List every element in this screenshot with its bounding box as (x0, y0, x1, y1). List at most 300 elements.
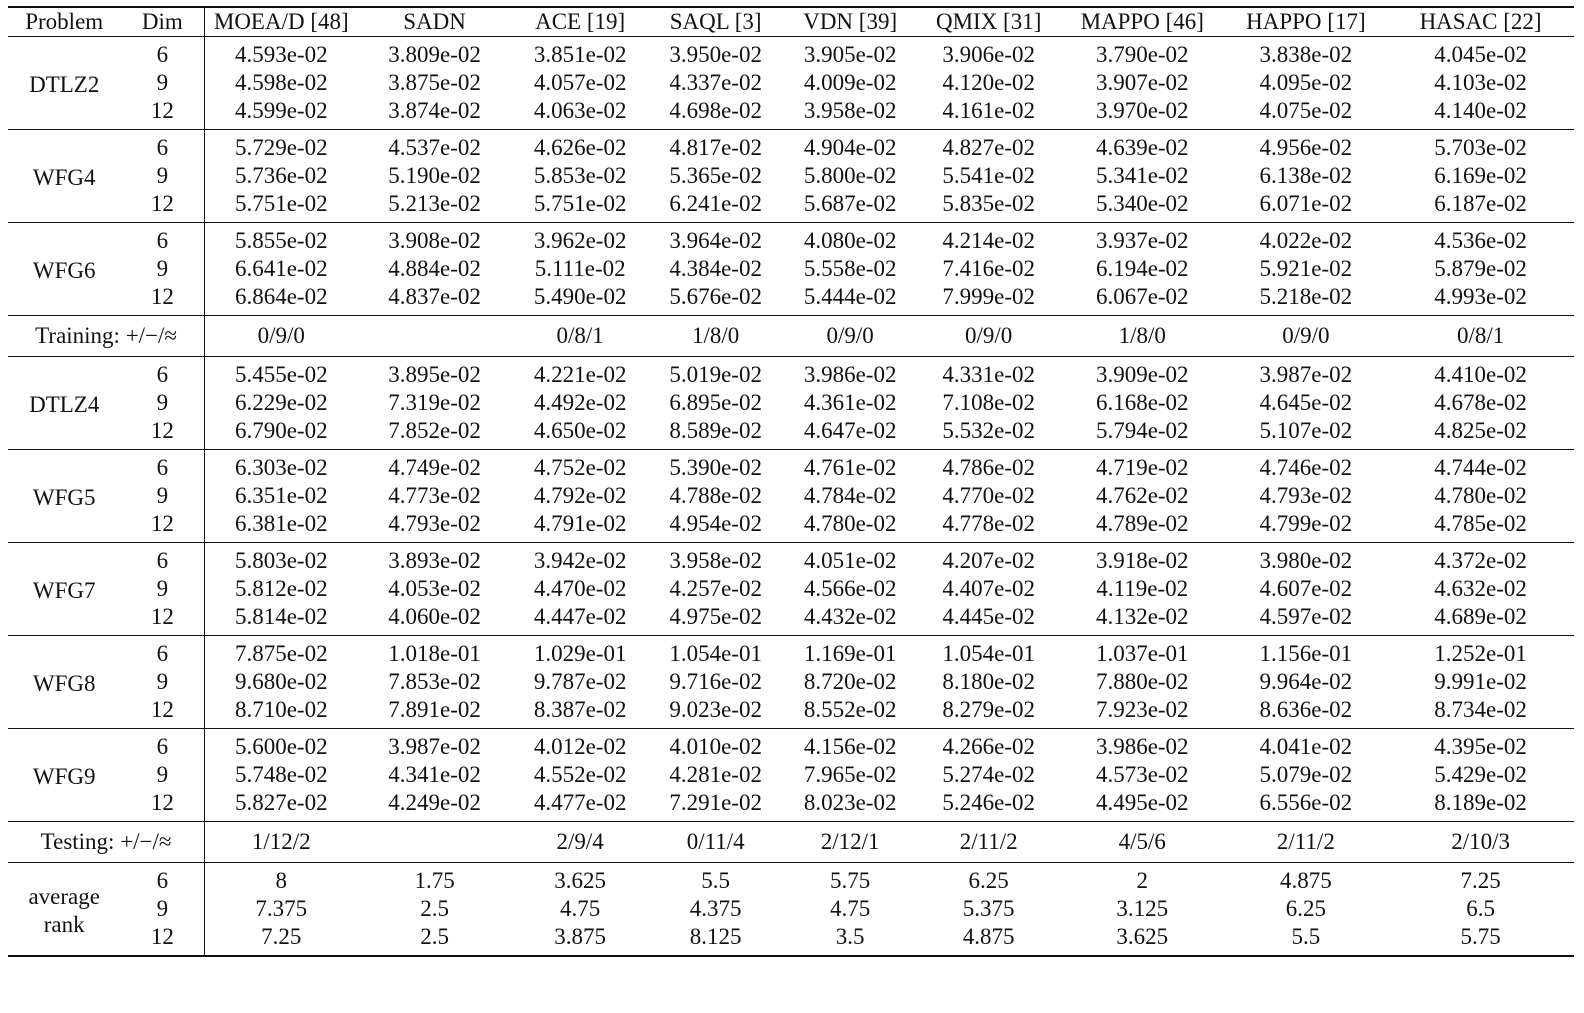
value-cell: 3.987e-02 (388, 734, 481, 759)
value-cell: 4.791e-02 (533, 511, 627, 536)
summary-value: 1/8/0 (1118, 323, 1166, 348)
value-cell: 4.645e-02 (1259, 390, 1353, 415)
value-cell: 4.477e-02 (533, 790, 627, 815)
value-cell: 4.762e-02 (1095, 483, 1189, 508)
value-cell: 4.012e-02 (533, 734, 627, 759)
dim-cell: 9 (156, 576, 169, 601)
value-cell: 4.770e-02 (942, 483, 1035, 508)
value-cell: 4.009e-02 (803, 70, 897, 95)
value-cell: 3.987e-02 (1259, 362, 1353, 387)
value-cell: 3.986e-02 (1095, 734, 1189, 759)
value-cell: 4.266e-02 (942, 734, 1035, 759)
value-cell: 5.532e-02 (942, 418, 1035, 443)
value-cell: 6.641e-02 (205, 255, 358, 283)
value-cell: 4.761e-02 (803, 455, 897, 480)
summary-value: 2/11/2 (959, 829, 1018, 854)
value-cell: 4.410e-02 (1434, 362, 1527, 387)
table-row (8, 37, 1574, 70)
table-row (8, 97, 1574, 130)
dim-cell: 12 (150, 697, 174, 722)
dim-cell: 12 (150, 790, 174, 815)
table-row (8, 283, 1574, 316)
value-cell: 5.365e-02 (669, 163, 762, 188)
value-cell: 4.214e-02 (942, 228, 1035, 253)
summary-value: 4/5/6 (1118, 829, 1166, 854)
value-cell: 7.416e-02 (942, 256, 1035, 281)
value-cell: 4.597e-02 (1259, 604, 1353, 629)
value-cell: 5.751e-02 (533, 191, 627, 216)
value-cell: 5.835e-02 (942, 191, 1035, 216)
summary-label: Testing: +/−/≈ (40, 829, 172, 854)
value-cell: 8.734e-02 (1434, 697, 1527, 722)
value-cell: 7.923e-02 (1095, 697, 1189, 722)
value-cell: 5.5 (701, 868, 731, 893)
value-cell: 4.063e-02 (533, 98, 627, 123)
value-cell: 3.790e-02 (1095, 42, 1189, 67)
value-cell: 5.855e-02 (205, 223, 358, 256)
value-cell: 5.375 (962, 896, 1015, 921)
value-cell: 5.729e-02 (205, 130, 358, 163)
value-cell: 1.75 (414, 868, 455, 893)
value-cell: 4.993e-02 (1434, 284, 1527, 309)
value-cell: 4.789e-02 (1095, 511, 1189, 536)
value-cell: 4.607e-02 (1259, 576, 1353, 601)
dim-cell: 6 (156, 548, 169, 573)
value-cell: 4.749e-02 (388, 455, 481, 480)
value-cell: 4.647e-02 (803, 418, 897, 443)
value-cell: 4.599e-02 (205, 97, 358, 130)
value-cell: 4.698e-02 (669, 98, 762, 123)
table-row (8, 729, 1574, 762)
value-cell: 6.25 (968, 868, 1009, 893)
value-cell: 1.169e-01 (803, 641, 897, 666)
value-cell: 8.180e-02 (942, 669, 1035, 694)
value-cell: 5.751e-02 (205, 190, 358, 223)
dim-cell: 12 (150, 924, 174, 949)
table-header (8, 7, 1574, 37)
value-cell: 4.780e-02 (1434, 483, 1527, 508)
dim-cell: 6 (156, 734, 169, 759)
value-cell: 4.552e-02 (533, 762, 627, 787)
table-row (8, 923, 1574, 956)
value-cell: 4.492e-02 (533, 390, 627, 415)
dim-cell: 12 (150, 191, 174, 216)
value-cell: 3.625 (1116, 924, 1169, 949)
column-header: HASAC [22] (1419, 9, 1542, 34)
dim-cell: 9 (156, 896, 169, 921)
value-cell: 6.067e-02 (1095, 284, 1189, 309)
summary-value: 2/9/4 (556, 829, 604, 854)
value-cell: 3.809e-02 (388, 42, 481, 67)
problem-label: WFG6 (32, 258, 96, 283)
value-cell: 4.593e-02 (205, 37, 358, 70)
table-row (8, 575, 1574, 603)
column-header: Dim (141, 9, 183, 34)
table-row (8, 190, 1574, 223)
value-cell: 5.490e-02 (533, 284, 627, 309)
value-cell: 5.274e-02 (942, 762, 1035, 787)
value-cell: 4.632e-02 (1434, 576, 1527, 601)
value-cell: 3.905e-02 (803, 42, 897, 67)
value-cell: 5.213e-02 (388, 191, 481, 216)
value-cell: 5.190e-02 (388, 163, 481, 188)
dim-cell: 6 (156, 641, 169, 666)
value-cell: 4.249e-02 (388, 790, 481, 815)
value-cell: 3.918e-02 (1095, 548, 1189, 573)
value-cell: 1.018e-01 (388, 641, 481, 666)
value-cell: 7.25 (205, 923, 358, 956)
table-body (8, 37, 1574, 957)
summary-label: Training: +/−/≈ (35, 323, 178, 348)
value-cell: 4.875 (1279, 868, 1332, 893)
value-cell: 3.851e-02 (533, 42, 627, 67)
dim-cell: 9 (156, 669, 169, 694)
value-cell: 3.5 (835, 924, 865, 949)
value-cell: 4.793e-02 (1259, 483, 1353, 508)
value-cell: 1.037e-01 (1095, 641, 1189, 666)
value-cell: 5.429e-02 (1434, 762, 1527, 787)
dim-cell: 6 (156, 228, 169, 253)
value-cell: 3.875e-02 (388, 70, 481, 95)
value-cell: 5.800e-02 (803, 163, 897, 188)
value-cell: 4.780e-02 (803, 511, 897, 536)
value-cell: 4.495e-02 (1095, 790, 1189, 815)
value-cell: 4.337e-02 (669, 70, 762, 95)
value-cell: 5.107e-02 (1259, 418, 1353, 443)
value-cell: 4.639e-02 (1095, 135, 1189, 160)
value-cell: 3.937e-02 (1095, 228, 1189, 253)
value-cell: 4.010e-02 (669, 734, 762, 759)
value-cell: 6.229e-02 (205, 389, 358, 417)
value-cell: 6.168e-02 (1095, 390, 1189, 415)
value-cell: 5.703e-02 (1434, 135, 1527, 160)
value-cell: 4.119e-02 (1096, 576, 1189, 601)
table-row (8, 668, 1574, 696)
value-cell: 8.279e-02 (942, 697, 1035, 722)
value-cell: 4.120e-02 (942, 70, 1035, 95)
value-cell: 8.636e-02 (1259, 697, 1353, 722)
value-cell: 4.689e-02 (1434, 604, 1527, 629)
summary-value: 0/9/0 (826, 323, 874, 348)
value-cell: 3.950e-02 (669, 42, 762, 67)
value-cell: 4.057e-02 (533, 70, 627, 95)
value-cell: 5.340e-02 (1095, 191, 1189, 216)
value-cell: 4.75 (560, 896, 601, 921)
value-cell: 8.589e-02 (669, 418, 762, 443)
value-cell: 8.387e-02 (533, 697, 627, 722)
value-cell: 4.752e-02 (533, 455, 627, 480)
value-cell: 4.799e-02 (1259, 511, 1353, 536)
table-row (8, 417, 1574, 450)
value-cell: 8.189e-02 (1434, 790, 1527, 815)
value-cell: 5.814e-02 (205, 603, 358, 636)
value-cell: 3.942e-02 (533, 548, 627, 573)
column-header: SAQL [3] (669, 9, 762, 34)
value-cell: 6.864e-02 (205, 283, 358, 316)
value-cell: 3.906e-02 (942, 42, 1035, 67)
problem-label: WFG8 (32, 671, 96, 696)
value-cell: 3.874e-02 (388, 98, 481, 123)
value-cell: 4.132e-02 (1095, 604, 1189, 629)
value-cell: 5.803e-02 (205, 543, 358, 576)
value-cell: 4.778e-02 (942, 511, 1035, 536)
column-header: Problem (25, 9, 104, 34)
value-cell: 5.444e-02 (803, 284, 897, 309)
dim-cell: 9 (156, 390, 169, 415)
value-cell: 9.680e-02 (205, 668, 358, 696)
value-cell: 4.785e-02 (1434, 511, 1527, 536)
value-cell: 4.837e-02 (388, 284, 481, 309)
value-cell: 6.381e-02 (205, 510, 358, 543)
value-cell: 7.375 (205, 895, 358, 923)
value-cell: 3.986e-02 (803, 362, 897, 387)
summary-value: 0/9/0 (205, 316, 358, 357)
summary-value: 2/10/3 (1451, 829, 1510, 854)
value-cell: 7.319e-02 (388, 390, 481, 415)
problem-label: WFG5 (32, 485, 96, 510)
dim-cell: 9 (156, 163, 169, 188)
value-cell: 4.341e-02 (388, 762, 481, 787)
table-row (8, 543, 1574, 576)
column-header: VDN [39] (803, 9, 898, 34)
table-row (8, 761, 1574, 789)
problem-label: DTLZ2 (29, 72, 100, 97)
value-cell: 5.853e-02 (533, 163, 627, 188)
problem-label: WFG9 (32, 764, 96, 789)
value-cell: 4.536e-02 (1434, 228, 1527, 253)
value-cell: 5.748e-02 (205, 761, 358, 789)
value-cell: 6.25 (1285, 896, 1326, 921)
value-cell: 5.812e-02 (205, 575, 358, 603)
value-cell: 4.447e-02 (533, 604, 627, 629)
value-cell: 1.156e-01 (1259, 641, 1353, 666)
value-cell: 9.787e-02 (533, 669, 627, 694)
value-cell: 9.964e-02 (1259, 669, 1353, 694)
value-cell: 9.023e-02 (669, 697, 762, 722)
value-cell: 8.125 (689, 924, 742, 949)
table-row (8, 162, 1574, 190)
summary-value: 2/11/2 (1276, 829, 1335, 854)
dim-cell: 12 (150, 511, 174, 536)
header-row (8, 7, 1574, 37)
value-cell: 4.784e-02 (803, 483, 897, 508)
problem-label: WFG4 (32, 165, 96, 190)
value-cell: 6.790e-02 (205, 417, 358, 450)
value-cell: 4.626e-02 (533, 135, 627, 160)
value-cell: 5.341e-02 (1095, 163, 1189, 188)
value-cell: 3.958e-02 (669, 548, 762, 573)
value-cell: 4.161e-02 (942, 98, 1035, 123)
value-cell: 3.958e-02 (803, 98, 897, 123)
summary-value: 0/11/4 (686, 829, 745, 854)
value-cell: 2.5 (420, 924, 449, 949)
value-cell: 4.395e-02 (1434, 734, 1527, 759)
value-cell: 6.194e-02 (1095, 256, 1189, 281)
value-cell: 4.746e-02 (1259, 455, 1353, 480)
column-header: HAPPO [17] (1246, 9, 1366, 34)
value-cell: 4.432e-02 (803, 604, 897, 629)
value-cell: 4.719e-02 (1095, 455, 1189, 480)
summary-value: 0/8/1 (556, 323, 604, 348)
value-cell: 4.744e-02 (1434, 455, 1527, 480)
value-cell: 4.817e-02 (669, 135, 762, 160)
dim-cell: 9 (156, 483, 169, 508)
value-cell: 3.625 (554, 868, 607, 893)
table-row (8, 357, 1574, 390)
value-cell: 4.537e-02 (388, 135, 481, 160)
value-cell: 1.054e-01 (669, 641, 762, 666)
summary-value: 1/12/2 (205, 822, 358, 863)
summary-value (357, 822, 512, 863)
value-cell: 4.875 (962, 924, 1015, 949)
column-header: MAPPO [46] (1080, 9, 1204, 34)
table-row (8, 223, 1574, 256)
value-cell: 4.788e-02 (669, 483, 762, 508)
value-cell: 4.372e-02 (1434, 548, 1527, 573)
value-cell: 3.962e-02 (533, 228, 627, 253)
value-cell: 3.980e-02 (1259, 548, 1353, 573)
value-cell: 6.895e-02 (669, 390, 762, 415)
value-cell: 4.060e-02 (388, 604, 481, 629)
dim-cell: 12 (150, 604, 174, 629)
value-cell: 3.909e-02 (1095, 362, 1189, 387)
dim-cell: 12 (150, 284, 174, 309)
value-cell: 4.975e-02 (669, 604, 762, 629)
column-header: MOEA/D [48] (205, 7, 358, 37)
value-cell: 4.75 (830, 896, 871, 921)
table-row (8, 450, 1574, 483)
dim-cell: 9 (156, 762, 169, 787)
value-cell: 4.904e-02 (803, 135, 897, 160)
value-cell: 4.080e-02 (803, 228, 897, 253)
value-cell: 5.541e-02 (942, 163, 1035, 188)
value-cell: 4.827e-02 (942, 135, 1035, 160)
value-cell: 8.710e-02 (205, 696, 358, 729)
value-cell: 6.138e-02 (1259, 163, 1353, 188)
value-cell: 6.187e-02 (1434, 191, 1527, 216)
value-cell: 5.879e-02 (1434, 256, 1527, 281)
value-cell: 6.303e-02 (205, 450, 358, 483)
value-cell: 4.956e-02 (1259, 135, 1353, 160)
dim-cell: 6 (156, 362, 169, 387)
column-header: QMIX [31] (935, 9, 1042, 34)
value-cell: 4.041e-02 (1259, 734, 1353, 759)
value-cell: 4.445e-02 (942, 604, 1035, 629)
value-cell: 5.794e-02 (1095, 418, 1189, 443)
value-cell: 4.825e-02 (1434, 418, 1527, 443)
summary-value: 0/8/1 (1456, 323, 1505, 348)
value-cell: 7.25 (1460, 868, 1501, 893)
summary-value: 0/9/0 (1282, 323, 1330, 348)
value-cell: 4.281e-02 (669, 762, 762, 787)
summary-row (8, 316, 1574, 357)
value-cell: 6.169e-02 (1434, 163, 1527, 188)
value-cell: 4.221e-02 (533, 362, 627, 387)
value-cell: 5.079e-02 (1259, 762, 1353, 787)
value-cell: 4.598e-02 (205, 69, 358, 97)
value-cell: 7.880e-02 (1095, 669, 1189, 694)
value-cell: 5.827e-02 (205, 789, 358, 822)
summary-value: 0/9/0 (965, 323, 1013, 348)
value-cell: 4.156e-02 (803, 734, 897, 759)
dim-cell: 6 (156, 455, 169, 480)
summary-row (8, 822, 1574, 863)
value-cell: 4.573e-02 (1095, 762, 1189, 787)
dim-cell: 6 (156, 42, 169, 67)
table-row (8, 863, 1574, 896)
value-cell: 4.103e-02 (1434, 70, 1527, 95)
value-cell: 4.075e-02 (1259, 98, 1353, 123)
table-row (8, 389, 1574, 417)
column-header: SADN (403, 9, 466, 34)
table-row (8, 130, 1574, 163)
value-cell: 1.029e-01 (533, 641, 627, 666)
value-cell: 4.053e-02 (388, 576, 481, 601)
value-cell: 8 (205, 863, 358, 896)
value-cell: 4.793e-02 (388, 511, 481, 536)
value-cell: 3.895e-02 (388, 362, 481, 387)
value-cell: 4.650e-02 (533, 418, 627, 443)
value-cell: 3.908e-02 (388, 228, 481, 253)
value-cell: 7.853e-02 (388, 669, 481, 694)
value-cell: 5.390e-02 (669, 455, 762, 480)
summary-value: 2/12/1 (820, 829, 880, 854)
value-cell: 5.736e-02 (205, 162, 358, 190)
value-cell: 4.375 (689, 896, 742, 921)
value-cell: 5.5 (1291, 924, 1321, 949)
value-cell: 1.054e-01 (942, 641, 1035, 666)
value-cell: 4.207e-02 (942, 548, 1035, 573)
value-cell: 3.970e-02 (1095, 98, 1189, 123)
value-cell: 1.252e-01 (1434, 641, 1527, 666)
dim-cell: 12 (150, 418, 174, 443)
value-cell: 3.125 (1116, 896, 1169, 921)
value-cell: 6.071e-02 (1259, 191, 1353, 216)
value-cell: 5.111e-02 (534, 256, 626, 281)
value-cell: 4.361e-02 (803, 390, 897, 415)
value-cell: 3.893e-02 (388, 548, 481, 573)
value-cell: 4.773e-02 (388, 483, 481, 508)
value-cell: 7.891e-02 (388, 697, 481, 722)
value-cell: 3.964e-02 (669, 228, 762, 253)
value-cell: 7.875e-02 (205, 636, 358, 669)
table-row (8, 69, 1574, 97)
value-cell: 8.023e-02 (803, 790, 897, 815)
value-cell: 6.241e-02 (669, 191, 762, 216)
value-cell: 4.022e-02 (1259, 228, 1353, 253)
table-row (8, 636, 1574, 669)
dim-cell: 6 (156, 868, 169, 893)
value-cell: 6.351e-02 (205, 482, 358, 510)
value-cell: 3.838e-02 (1259, 42, 1353, 67)
value-cell: 4.786e-02 (942, 455, 1035, 480)
value-cell: 5.600e-02 (205, 729, 358, 762)
value-cell: 5.558e-02 (803, 256, 897, 281)
problem-label: WFG7 (32, 578, 96, 603)
summary-value: 1/8/0 (692, 323, 740, 348)
value-cell: 4.331e-02 (942, 362, 1035, 387)
value-cell: 7.108e-02 (942, 390, 1035, 415)
value-cell: 5.455e-02 (205, 357, 358, 390)
value-cell: 4.051e-02 (803, 548, 897, 573)
problem-label: DTLZ4 (29, 392, 100, 417)
value-cell: 3.907e-02 (1095, 70, 1189, 95)
value-cell: 5.246e-02 (942, 790, 1035, 815)
value-cell: 4.954e-02 (669, 511, 762, 536)
value-cell: 8.720e-02 (803, 669, 897, 694)
value-cell: 4.407e-02 (942, 576, 1035, 601)
table-row (8, 895, 1574, 923)
